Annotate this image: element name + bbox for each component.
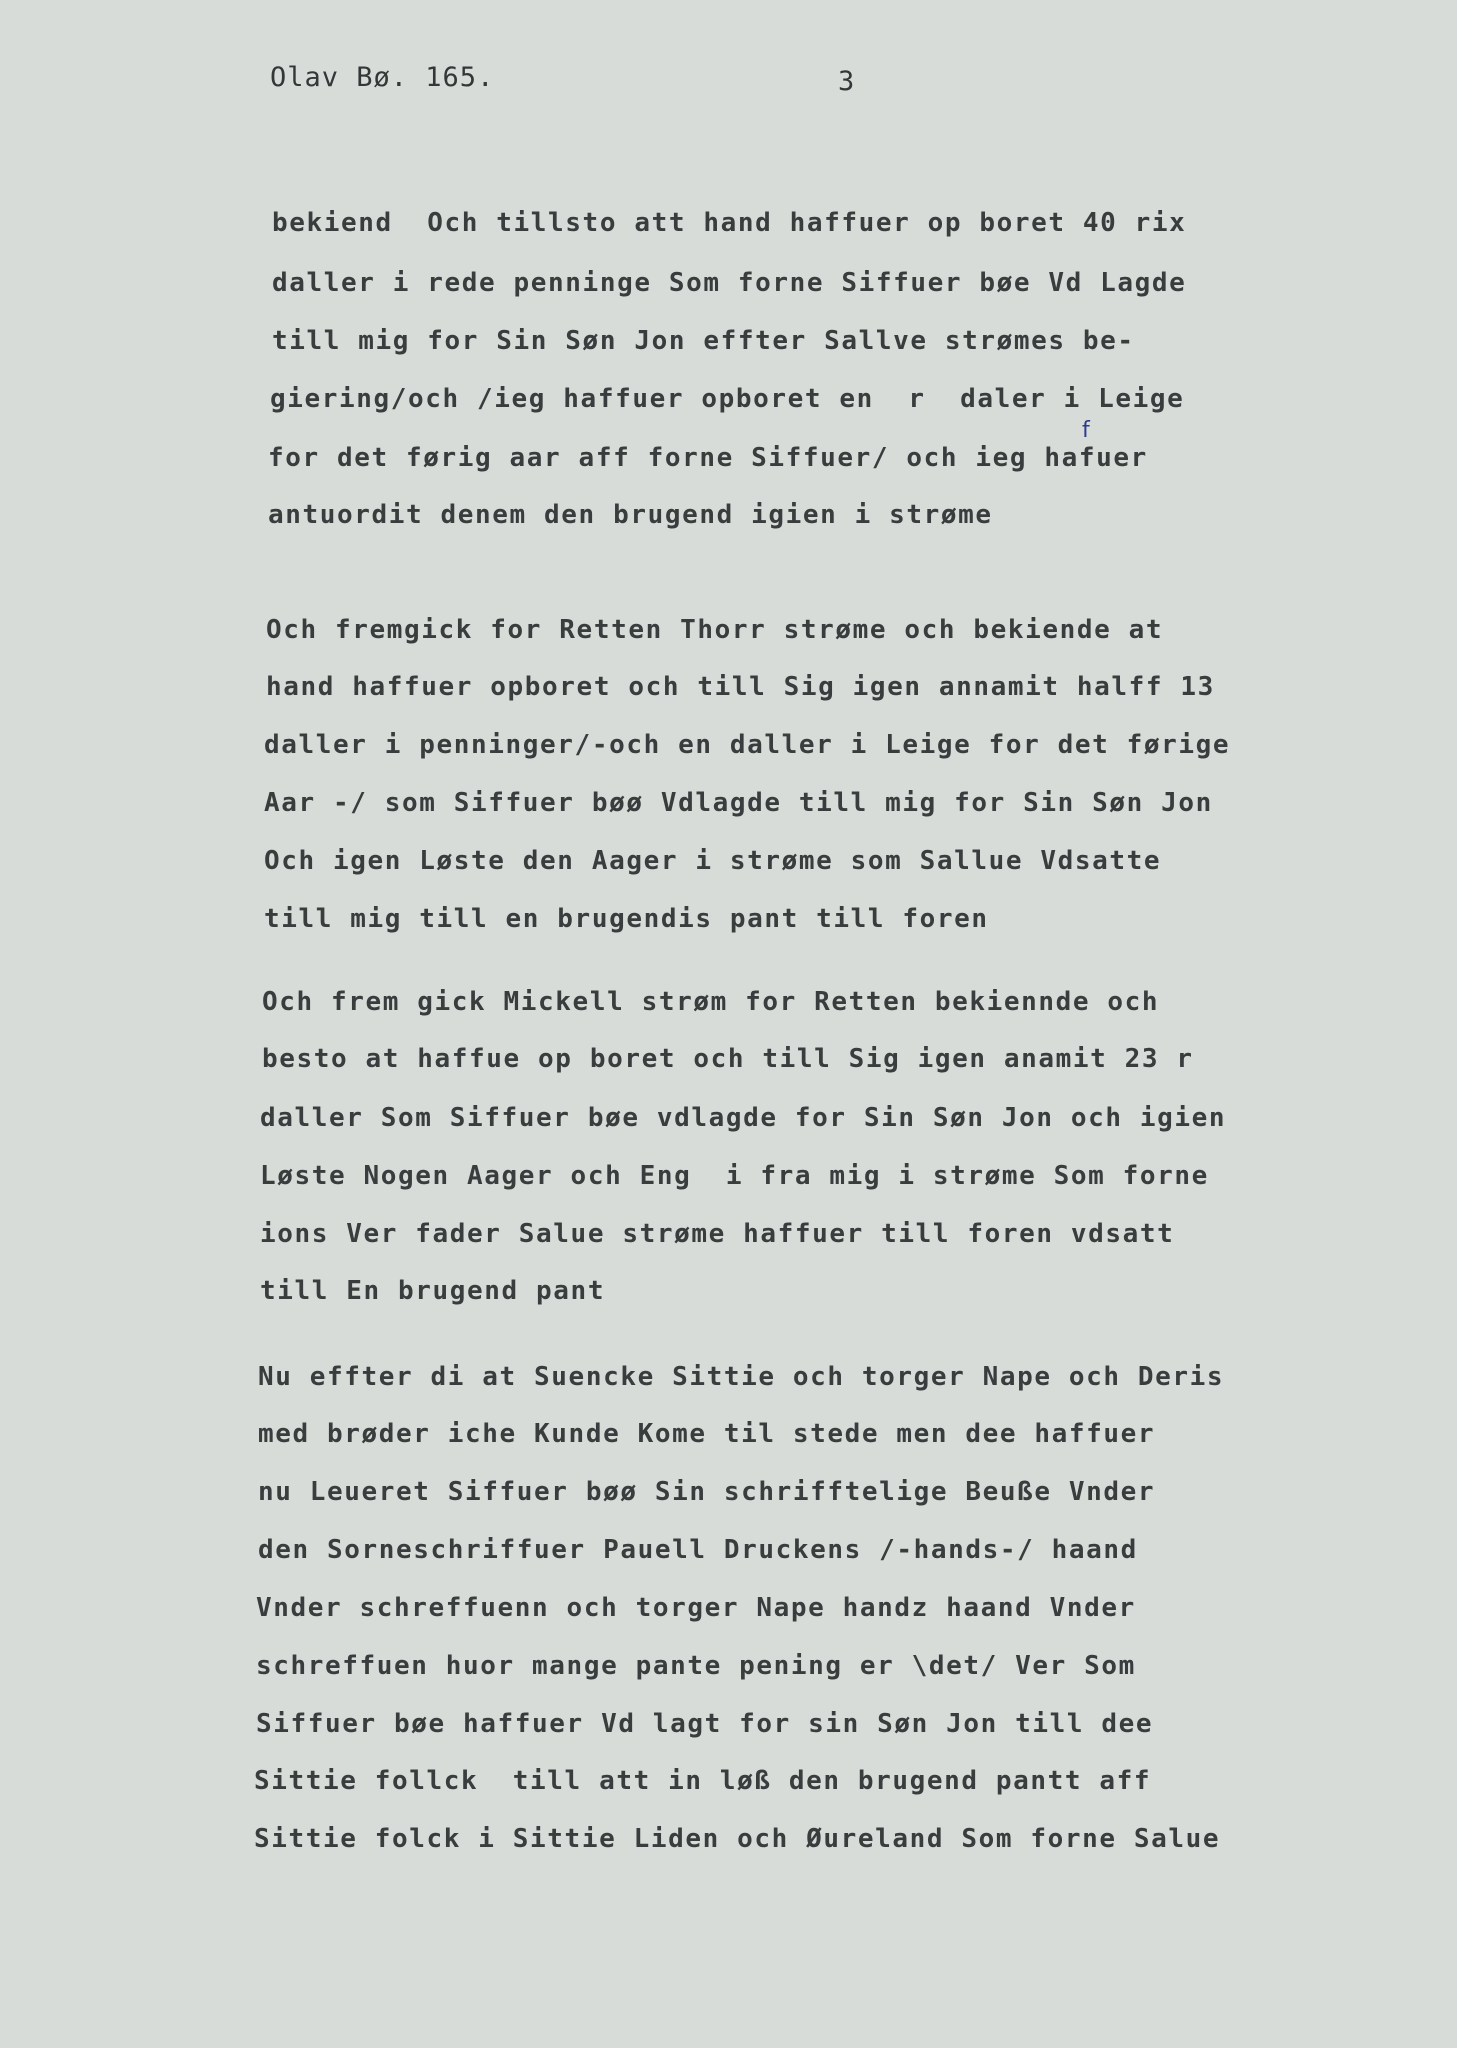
text-line: Och fremgick for Retten Thorr strøme och bekiende at — [266, 615, 1164, 645]
text-line: till mig till en brugendis pant till foren — [264, 904, 989, 934]
page-number: 3 — [838, 66, 855, 97]
text-line: Løste Nogen Aager och Eng i fra mig i strøme Som forne — [260, 1161, 1209, 1191]
text-line: ions Ver fader Salue strøme haffuer till foren vdsatt — [260, 1219, 1175, 1249]
text-line: nu Leueret Siffuer bøø Sin schrifftelige Beuße Vnder — [258, 1477, 1156, 1507]
text-line: hand haffuer opboret och till Sig igen annamit halff 13 — [266, 672, 1215, 702]
text-line: Vnder schreffuenn och torger Nape handz haand Vnder — [256, 1593, 1136, 1623]
text-line: schreffuen huor mange pante pening er \det/ Ver Som — [256, 1651, 1136, 1681]
text-line: daller Som Siffuer bøe vdlagde for Sin Søn Jon och igien — [260, 1103, 1227, 1133]
document-header: Olav Bø. 165. — [270, 62, 495, 93]
handwritten-insertion: f — [1082, 418, 1092, 443]
text-line: Sittie follck till att in løß den brugend pantt aff — [254, 1766, 1152, 1796]
text-line: till En brugend pant — [260, 1276, 606, 1306]
text-line: Siffuer bøe haffuer Vd lagt for sin Søn Jon till dee — [256, 1709, 1154, 1739]
text-line: giering/och /ieg haffuer opboret en r daler i Leige — [270, 384, 1185, 414]
text-line: Sittie folck i Sittie Liden och Øureland Som forne Salue — [254, 1824, 1221, 1854]
text-line: antuordit denem den brugend igien i strøme — [268, 500, 993, 530]
text-line: med brøder iche Kunde Kome til stede men dee haffuer — [258, 1419, 1156, 1449]
text-line: till mig for Sin Søn Jon effter Sallve strømes be- — [272, 326, 1135, 356]
text-line: Aar -/ som Siffuer bøø Vdlagde till mig for Sin Søn Jon — [264, 788, 1213, 818]
text-line: Och frem gick Mickell strøm for Retten bekiennde och — [262, 987, 1160, 1017]
text-line: bekiend Och tillsto att hand haffuer op boret 40 rix — [272, 208, 1187, 238]
text-line: Och igen Løste den Aager i strøme som Sallue Vdsatte — [264, 846, 1162, 876]
text-line: daller i penninger/-och en daller i Leige for det førige — [264, 730, 1231, 760]
text-line: den Sorneschriffuer Pauell Druckens /-hands-/ haand — [258, 1535, 1138, 1565]
text-line: daller i rede penninge Som forne Siffuer bøe Vd Lagde — [272, 268, 1187, 298]
text-line: for det førig aar aff forne Siffuer/ och ieg hafuer — [268, 443, 1148, 473]
text-line: besto at haffue op boret och till Sig igen anamit 23 r — [262, 1044, 1194, 1074]
text-line: Nu effter di at Suencke Sittie och torger Nape och Deris — [258, 1362, 1225, 1392]
